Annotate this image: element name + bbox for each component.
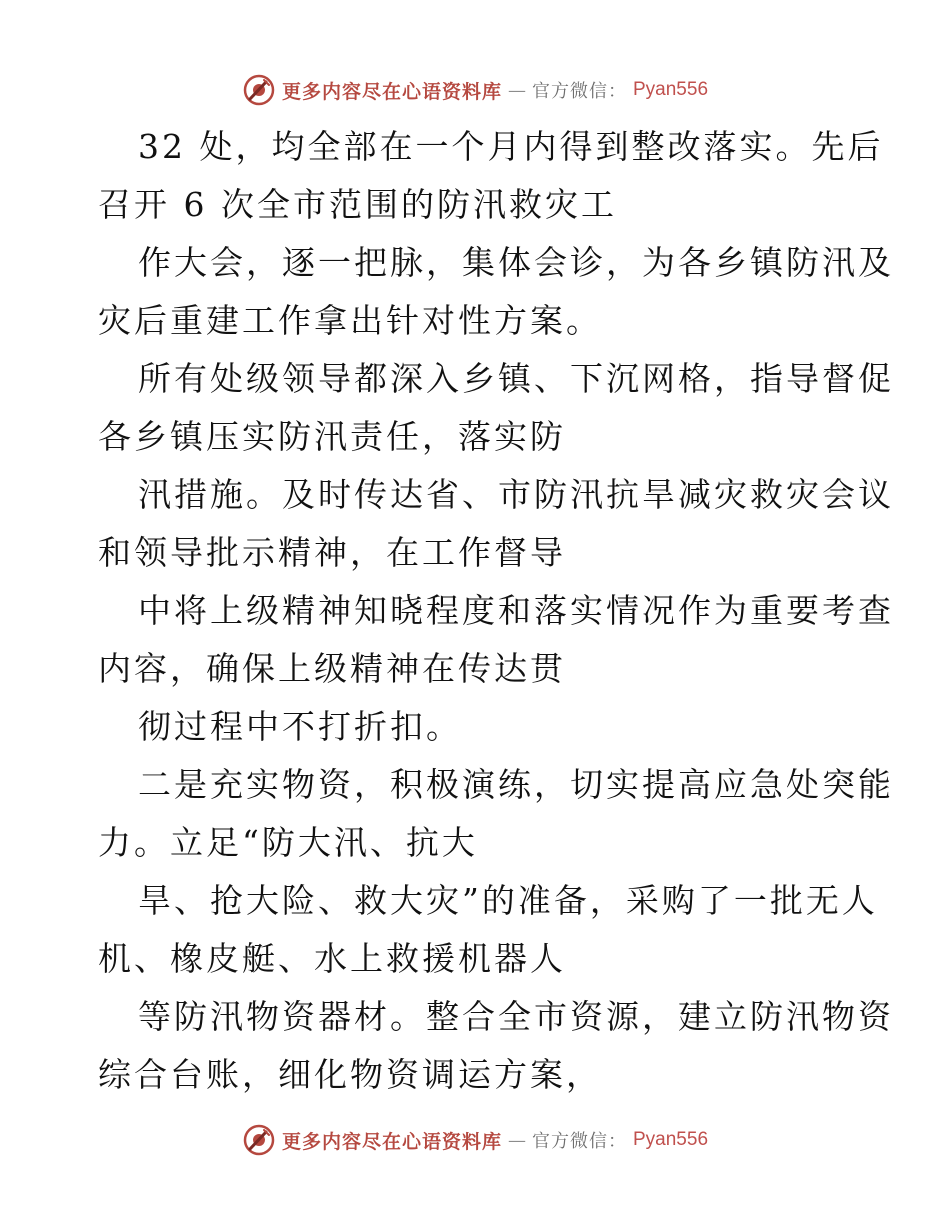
banner-brand: 更多内容尽在心语资料库 <box>281 1130 502 1153</box>
text-line: 综合台账，细化物资调运方案， <box>98 1055 602 1094</box>
banner-label: 官方微信： <box>532 81 627 102</box>
text-line: 召开 6 次全市范围的防汛救灾工 <box>98 185 617 224</box>
text-line: 和领导批示精神，在工作督导 <box>98 533 566 572</box>
text-line: 彻过程中不打折扣。 <box>138 707 462 746</box>
text-line: 力。立足“防大汛、抗大 <box>98 823 478 862</box>
text-line: 中将上级精神知晓程度和落实情况作为重要考查 <box>138 591 894 630</box>
text-line: 汛措施。及时传达省、市防汛抗旱减灾救灾会议 <box>138 475 894 514</box>
text-line: 二是充实物资，积极演练，切实提高应急处突能 <box>138 765 894 804</box>
banner-label: 官方微信： <box>532 1131 627 1152</box>
text-line: 灾后重建工作拿出针对性方案。 <box>98 301 602 340</box>
logo-icon <box>242 73 276 107</box>
footer-banner <box>0 1120 950 1160</box>
text-line: 所有处级领导都深入乡镇、下沉网格，指导督促 <box>138 359 894 398</box>
logo-icon <box>242 1123 276 1157</box>
document-body <box>98 118 894 1104</box>
text-line: 32 处，均全部在一个月内得到整改落实。先后 <box>138 127 884 166</box>
text-line: 等防汛物资器材。整合全市资源，建立防汛物资 <box>138 997 894 1036</box>
banner-separator: — <box>508 79 526 101</box>
text-line: 作大会，逐一把脉，集体会诊，为各乡镇防汛及 <box>138 243 894 282</box>
banner-handle: Pyan556 <box>633 79 709 100</box>
banner-handle: Pyan556 <box>633 1129 709 1150</box>
banner-brand: 更多内容尽在心语资料库 <box>281 80 502 103</box>
text-line: 机、橡皮艇、水上救援机器人 <box>98 939 566 978</box>
text-line: 内容，确保上级精神在传达贯 <box>98 649 566 688</box>
text-line: 旱、抢大险、救大灾”的准备，采购了一批无人 <box>138 881 878 920</box>
banner-separator: — <box>508 1129 526 1151</box>
header-banner <box>0 70 950 110</box>
text-line: 各乡镇压实防汛责任，落实防 <box>98 417 566 456</box>
